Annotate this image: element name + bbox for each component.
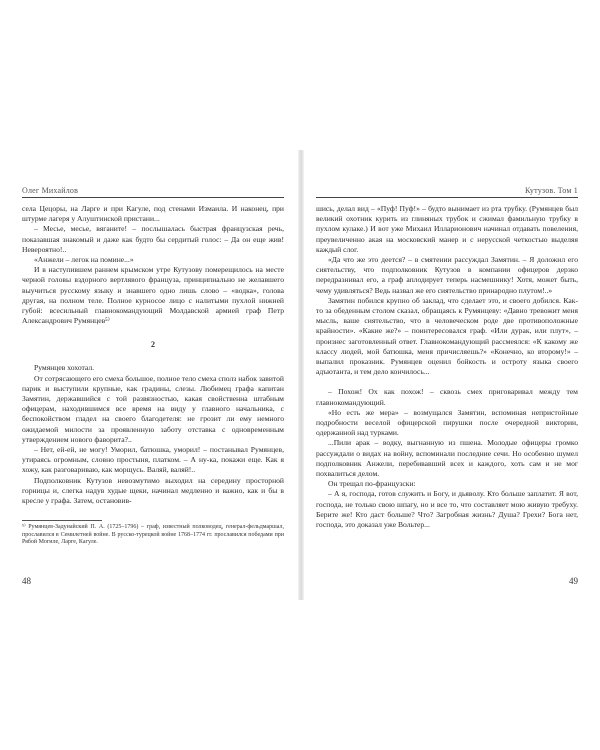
- paragraph: – Похож! Ох как похож! – сквозь смех приговаривал между тем главнокомандующий.: [316, 387, 578, 407]
- paragraph: – Месье, месье, вяганите! – послышалась быстрая французская речь, показавшая знакомый и даже как будто бы сердитый голос: – Да он еще жив! Невероятно!..: [22, 224, 284, 254]
- left-running-head: [22, 186, 284, 198]
- section-gap: [316, 377, 578, 387]
- paragraph: «Но есть же мера» – возмущался Замятин, вспоминая непристойные подробности веселой офицерской пирушки после очередной виктории, одержанной над турками.: [316, 407, 578, 438]
- paragraph: Он трещал по-французски:: [328, 479, 416, 489]
- right-running-head: [316, 186, 578, 198]
- page-number-right: 49: [569, 576, 578, 586]
- paragraph: – Нет, ей-ей, не могу! Уморил, батюшка, уморил! – постанывал Румянцев, утираясь огромным, словно простыня, платком. – А ну-ка, покажи еще. Как я хожу, как разговариваю, как морщусь. Валяй, валяй!..: [22, 445, 284, 475]
- right-running-head-text: Кутузов. Том 1: [524, 186, 578, 195]
- chapter-number: 2: [151, 340, 155, 350]
- paragraph: И в наступившем раннем крымском утре Кутузову померещилось на месте черной головы вздорного вертлявого француза, принципиально не желавшего выучиться русскому языку и знавшего одно лишь слово – «водка», голова другая, на полном теле. Полное курносое лицо с налитыми пухлой нижней губой: всесильный главнокомандующий Молдавской армией граф Петр Александрович Румянцев⁵⁾: [22, 265, 284, 326]
- page-number-left: 48: [22, 576, 31, 586]
- paragraph: «Анжели – легок на помине...»: [34, 255, 134, 265]
- paragraph: шись, делал вид – «Пуф! Пуф!» – будто вынимает из рта трубку. (Румянцев был великий охотник курить из глиняных трубок и сжимал фамильную трубку в пухлом кулаке.) И вот уже Михаил Илларионович начинал отдавать повеления, преувеличенно акая на московский манер и с нерусской четкостью выделяя каждый слог.: [316, 204, 578, 254]
- footnote: ⁵⁾ Румянцев-Задунайский П. А. (1725–1796) – граф, известный полководец, генерал-фельдмаршал, прославился в Семилетней войне. В русско-турецкой войне 1768–1774 гг. прославился победами при Рябой Могиле, Ларге, Кагуле.: [22, 524, 284, 546]
- left-page-text: [22, 204, 284, 547]
- paragraph: Румянцев хохотал.: [34, 363, 95, 373]
- footnote-rule: [22, 520, 102, 521]
- paragraph: От сотрясающего его смеха большое, полное тело смеха сполз набок завитой парик и выступили крупные, как градины, слезы. Любимец графа капитан Замятин, державшийся с той развязностью, какая свойственна штабным офицерам, находившимся все время на виду у главного начальника, с беспокойством гладел на своего благодетеля: не грозит ли ему немного ожидаемой милости за проявленную заботу отставка с одновременным утверждением нового фаворита?..: [22, 373, 284, 444]
- paragraph: Замятин побился крупно об заклад, что сделает это, и своего добился. Как-то за обеденным столом сказал, обращаясь к Румянцеву: «Давно тревожит меня мысль, ваше сиятельство, что в человеческом роде две противоположные крайности». «Какие же?» – поинтересовался граф. «Или дурак, или плут», – произнес заготовленный ответ. Главнокомандующий рассмеялся: «К какому же классу людей, мой батюшка, меня причисляешь?» «Конечно, ко второму!» – выпалил проказник. Румянцев оценил бойкость и остроту языка своего адъютанта, и тем дело кончилось...: [316, 295, 578, 377]
- paragraph: ...Пили арак – водку, выгнанную из пшена. Молодые офицеры громко рассуждали о видах на войну, вспоминали последние сечи. Но особенно шумел подполковник Анжели, перебивавший всех и каждого, хоть сам и не мог похвалиться делом.: [316, 438, 578, 479]
- paragraph: села Цецоры, на Ларге и при Кагуле, под стенами Измаила. И наконец, при штурме лагеря у Алуштинской пристани...: [22, 204, 284, 224]
- right-page-text: [316, 204, 578, 530]
- left-page: [22, 186, 284, 586]
- paragraph: «Да что же это деется? – в смятении рассуждал Замятин. – Я доложил его сиятельству, что подполковник Кутузов в компании офицеров дерзко передразнивал его, а граф аплодирует теперь насмешнику! Хотя, может быть, чему удивляться? Ведь назвал же его сиятельство принародно плутом!..»: [316, 255, 578, 295]
- left-running-head-text: Олег Михайлов: [22, 186, 79, 195]
- paragraph: – А я, господа, готов служить и Богу, и дьяволу. Кто больше заплатит. Я вот, господа, не только свою шпагу, но и все то, что составляет мою живую требуху. Берите же! Кто даст больше? Что? Загробная жизнь? Душа? Грехи? Бога нет, господа, это доказал уже Вольтер...: [316, 489, 578, 530]
- right-page: [316, 186, 578, 586]
- book-spine: [298, 150, 304, 600]
- paragraph: Подполковник Кутузов невозмутимо выходил на середину просторной горницы и, слегка надув худые щеки, начинал медленно и важно, как и бы в кресле у графа. Затем, остановив-: [22, 475, 284, 506]
